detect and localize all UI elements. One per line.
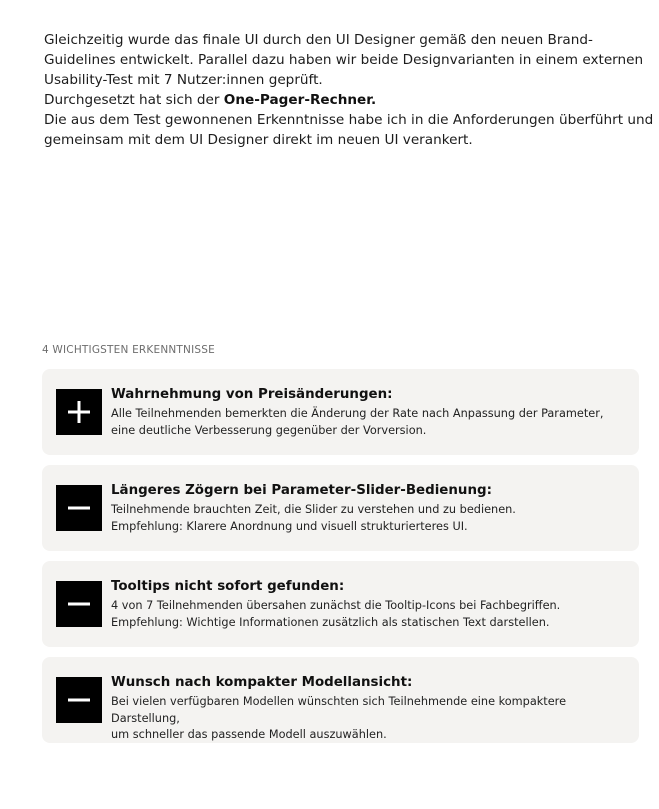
finding-text [111, 578, 625, 631]
intro-paragraph-2-prefix: Durchgesetzt hat sich der [44, 92, 224, 108]
findings-section-label: 4 WICHTIGSTEN ERKENNTNISSE [42, 344, 215, 356]
minus-icon [56, 677, 102, 723]
intro-paragraph-3: Die aus dem Test gewonnenen Erkenntnisse habe ich in die Anforderungen überführt und gemeinsam mit dem UI Designer direkt im neuen UI verankert. [44, 112, 654, 148]
finding-description-line-1: Bei vielen verfügbaren Modellen wünschten sich Teilnehmende eine kompaktere Darstellung, [111, 695, 567, 725]
finding-description [111, 502, 625, 535]
finding-text [111, 674, 625, 744]
intro-paragraph-1: Gleichzeitig wurde das finale UI durch den UI Designer gemäß den neuen Brand-Guidelines entwickelt. Parallel dazu haben wir beide Designvarianten in einem externen Usability-Test mit 7 Nutzer:innen geprüft. [44, 32, 644, 88]
finding-description-line-1: Teilnehmende brauchten Zeit, die Slider zu verstehen und zu bedienen. [111, 503, 516, 516]
finding-description [111, 598, 625, 631]
intro-text [44, 30, 656, 150]
findings-list [42, 369, 639, 753]
finding-title: Tooltips nicht sofort gefunden: [111, 579, 345, 594]
finding-description-line-1: Alle Teilnehmenden bemerkten die Änderung der Rate nach Anpassung der Parameter, [111, 407, 604, 420]
finding-text [111, 482, 625, 535]
finding-text [111, 386, 625, 439]
finding-title: Wunsch nach kompakter Modellansicht: [111, 675, 413, 690]
finding-title: Längeres Zögern bei Parameter-Slider-Bedienung: [111, 483, 492, 498]
finding-card-price-changes [42, 369, 639, 455]
finding-description-line-2: Empfehlung: Wichtige Informationen zusätzlich als statischen Text darstellen. [111, 615, 550, 629]
finding-card-compact-models [42, 657, 639, 743]
finding-card-slider-hesitation [42, 465, 639, 551]
finding-description-line-1: 4 von 7 Teilnehmenden übersahen zunächst die Tooltip-Icons bei Fachbegriffen. [111, 599, 561, 612]
intro-paragraph-2 [44, 90, 656, 110]
minus-icon [56, 581, 102, 627]
intro-highlight: One-Pager-Rechner. [223, 92, 377, 108]
finding-description-line-2: Empfehlung: Klarere Anordnung und visuell strukturierteres UI. [111, 519, 468, 533]
finding-card-tooltips [42, 561, 639, 647]
finding-description-line-2: eine deutliche Verbesserung gegenüber der Vorversion. [111, 423, 427, 437]
finding-title: Wahrnehmung von Preisänderungen: [111, 387, 393, 402]
finding-description [111, 406, 625, 439]
finding-description [111, 694, 625, 744]
minus-icon [56, 485, 102, 531]
finding-description-line-2: um schneller das passende Modell auszuwählen. [111, 728, 387, 741]
plus-icon [56, 389, 102, 435]
